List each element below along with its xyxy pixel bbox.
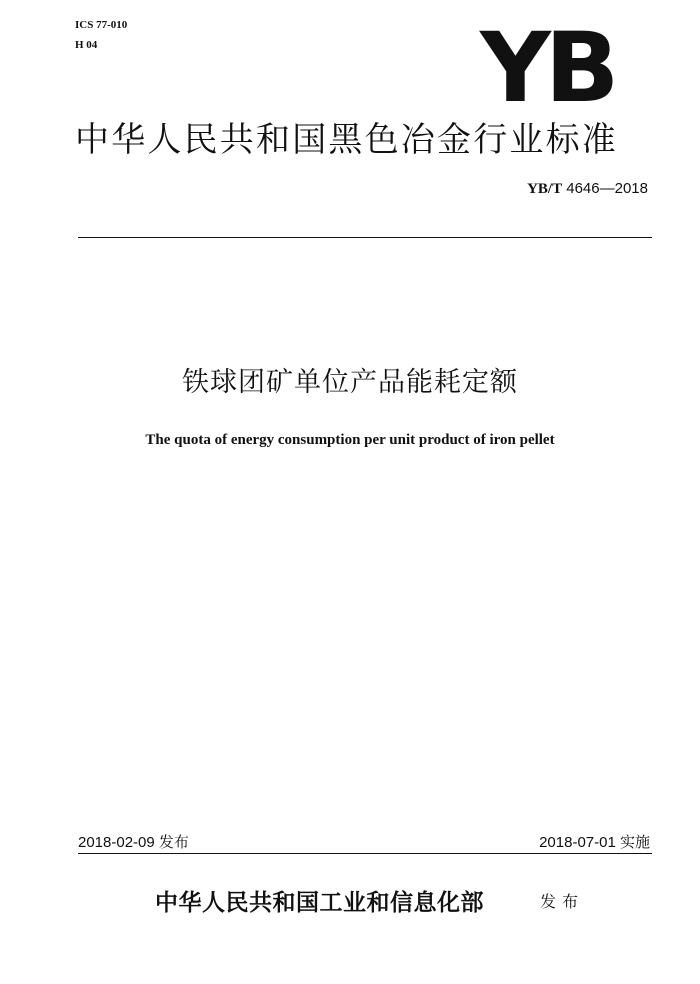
issue-label: 发布 [540, 892, 585, 911]
document-title-en: The quota of energy consumption per unit product of iron pellet [145, 432, 555, 448]
standard-number-prefix: YB/T [527, 181, 563, 197]
standard-number-value: 4646—2018 [566, 180, 648, 197]
implement-date [539, 831, 650, 852]
standard-body-title: 中华人民共和国黑色冶金行业标准 [75, 120, 618, 160]
implement-label: 实施 [619, 834, 650, 851]
publish-date-value: 2018-02-09 [78, 834, 155, 851]
issuer-name: 中华人民共和国工业和信息化部 [155, 889, 484, 916]
publish-label: 发布 [158, 834, 189, 851]
document-title-cn: 铁球团矿单位产品能耗定额 [182, 367, 518, 398]
implement-date-value: 2018-07-01 [539, 834, 616, 851]
standard-number [527, 180, 648, 198]
classification-code: H 04 [75, 39, 98, 51]
publish-date [78, 831, 189, 852]
header-divider [78, 237, 652, 238]
yb-logo: YB [480, 12, 614, 124]
ics-code: ICS 77-010 [75, 19, 128, 31]
footer-divider [78, 853, 652, 854]
